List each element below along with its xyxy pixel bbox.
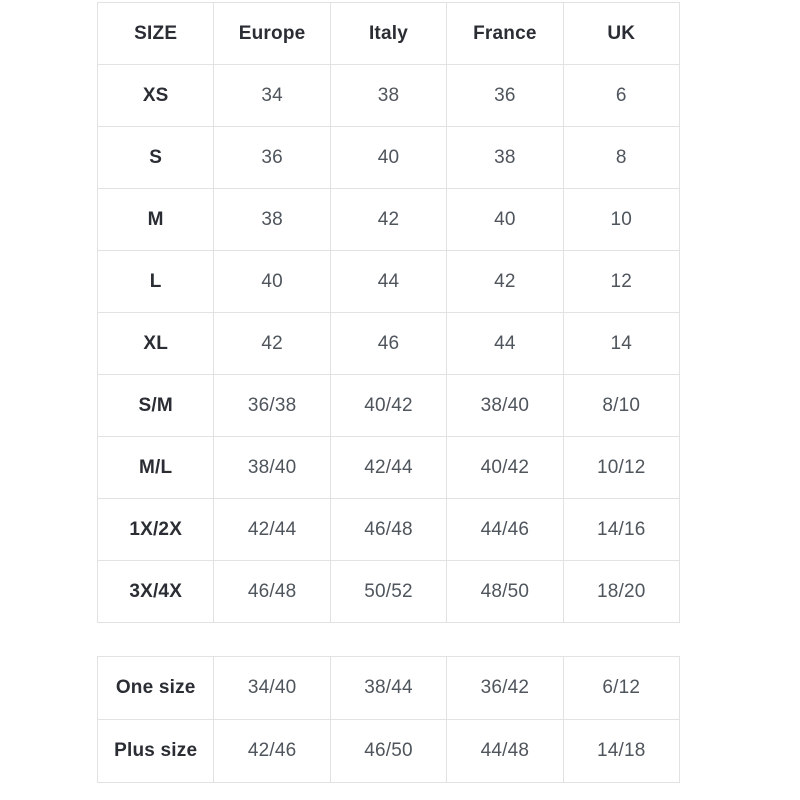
size-value-cell: 34 (214, 65, 330, 127)
size-value-cell: 42 (214, 313, 330, 375)
size-value-cell: 42 (330, 189, 446, 251)
size-label-cell: S/M (98, 375, 214, 437)
size-value-cell: 38 (330, 65, 446, 127)
size-value-cell: 18/20 (563, 561, 679, 623)
size-value-cell: 44/48 (447, 720, 563, 783)
table-row (98, 375, 680, 437)
size-conversion-table (97, 2, 680, 623)
size-value-cell: 44/46 (447, 499, 563, 561)
size-value-cell: 6 (563, 65, 679, 127)
special-sizes-table-body (98, 657, 680, 783)
size-value-cell: 38/44 (330, 657, 446, 720)
table-row (98, 65, 680, 127)
size-value-cell: 38 (214, 189, 330, 251)
size-label-cell: Plus size (98, 720, 214, 783)
size-value-cell: 40 (447, 189, 563, 251)
size-label-cell: 1X/2X (98, 499, 214, 561)
size-value-cell: 40/42 (330, 375, 446, 437)
size-value-cell: 14 (563, 313, 679, 375)
size-value-cell: 14/16 (563, 499, 679, 561)
size-value-cell: 6/12 (563, 657, 679, 720)
table-header-row (98, 3, 680, 65)
size-value-cell: 36 (447, 65, 563, 127)
table-row (98, 127, 680, 189)
size-value-cell: 50/52 (330, 561, 446, 623)
size-label-cell: 3X/4X (98, 561, 214, 623)
size-value-cell: 46/48 (214, 561, 330, 623)
size-value-cell: 44 (330, 251, 446, 313)
size-value-cell: 40 (214, 251, 330, 313)
size-value-cell: 46/48 (330, 499, 446, 561)
table-row (98, 313, 680, 375)
column-header-size: SIZE (98, 3, 214, 65)
column-header-europe: Europe (214, 3, 330, 65)
size-value-cell: 42/46 (214, 720, 330, 783)
size-value-cell: 36 (214, 127, 330, 189)
size-value-cell: 10 (563, 189, 679, 251)
size-value-cell: 8 (563, 127, 679, 189)
column-header-italy: Italy (330, 3, 446, 65)
size-value-cell: 46/50 (330, 720, 446, 783)
table-row (98, 189, 680, 251)
size-value-cell: 36/38 (214, 375, 330, 437)
size-value-cell: 42/44 (330, 437, 446, 499)
table-row (98, 251, 680, 313)
size-label-cell: XL (98, 313, 214, 375)
special-sizes-table (97, 656, 680, 783)
size-value-cell: 10/12 (563, 437, 679, 499)
size-conversion-page (97, 2, 680, 783)
size-label-cell: One size (98, 657, 214, 720)
table-row (98, 561, 680, 623)
size-value-cell: 42 (447, 251, 563, 313)
size-value-cell: 34/40 (214, 657, 330, 720)
column-header-france: France (447, 3, 563, 65)
size-table-body (98, 65, 680, 623)
size-label-cell: XS (98, 65, 214, 127)
table-row (98, 499, 680, 561)
table-row (98, 657, 680, 720)
size-value-cell: 38 (447, 127, 563, 189)
size-value-cell: 40 (330, 127, 446, 189)
size-label-cell: M (98, 189, 214, 251)
size-value-cell: 42/44 (214, 499, 330, 561)
size-value-cell: 46 (330, 313, 446, 375)
size-value-cell: 38/40 (214, 437, 330, 499)
size-label-cell: S (98, 127, 214, 189)
size-value-cell: 48/50 (447, 561, 563, 623)
size-value-cell: 40/42 (447, 437, 563, 499)
size-value-cell: 12 (563, 251, 679, 313)
size-label-cell: M/L (98, 437, 214, 499)
table-gap (97, 623, 680, 656)
size-label-cell: L (98, 251, 214, 313)
table-row (98, 720, 680, 783)
column-header-uk: UK (563, 3, 679, 65)
size-value-cell: 8/10 (563, 375, 679, 437)
size-value-cell: 38/40 (447, 375, 563, 437)
size-table-header (98, 3, 680, 65)
size-value-cell: 44 (447, 313, 563, 375)
size-value-cell: 14/18 (563, 720, 679, 783)
size-value-cell: 36/42 (447, 657, 563, 720)
table-row (98, 437, 680, 499)
